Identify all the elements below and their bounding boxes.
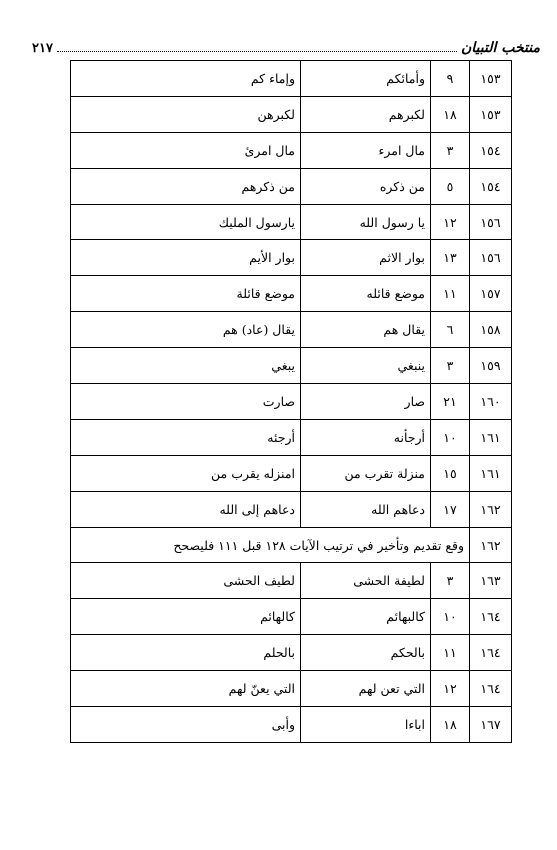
cell-page: ١٥٦ [470,240,512,276]
table-row [71,132,512,168]
cell-correct: وأبى [71,707,301,743]
cell-page: ١٦٢ [470,527,512,563]
cell-line: ١٠ [431,419,470,455]
cell-line: ١٠ [431,599,470,635]
cell-correct: يقال (عاد) هم [71,312,301,348]
cell-page: ١٥٩ [470,348,512,384]
cell-page: ١٥٤ [470,132,512,168]
leader-dots [57,51,457,52]
cell-line: ١٨ [431,707,470,743]
cell-wrong: دعاهم الله [301,491,431,527]
cell-line: ٣ [431,563,470,599]
cell-page: ١٦١ [470,455,512,491]
table-row [71,168,512,204]
cell-wrong: ينبغي [301,348,431,384]
cell-correct: لطيف الحشى [71,563,301,599]
cell-correct: بوار الأيم [71,240,301,276]
cell-correct: دعاهم إلى الله [71,491,301,527]
table-row [71,276,512,312]
cell-wrong: بالحكم [301,635,431,671]
table-row [71,563,512,599]
cell-line: ٣ [431,132,470,168]
cell-correct: يارسول المليك [71,204,301,240]
cell-page: ١٥٨ [470,312,512,348]
cell-correct: مال امرئ [71,132,301,168]
cell-line: ١١ [431,635,470,671]
page-header [32,34,540,56]
cell-wrong: لكبرهم [301,96,431,132]
table-row [71,671,512,707]
table-row [71,707,512,743]
table-row-note [71,527,512,563]
cell-correct: موضع قائلة [71,276,301,312]
cell-correct: كالهائم [71,599,301,635]
errata-table [70,60,512,743]
cell-wrong: اباءا [301,707,431,743]
cell-correct: من ذكرهم [71,168,301,204]
cell-correct: بالحلم [71,635,301,671]
cell-wrong: بوار الاثم [301,240,431,276]
cell-line: ١٥ [431,455,470,491]
cell-line: ١٢ [431,671,470,707]
cell-line: ٦ [431,312,470,348]
cell-page: ١٦٤ [470,671,512,707]
cell-page: ١٥٤ [470,168,512,204]
cell-note: وقع تقديم وتأخير في ترتيب الآيات ١٢٨ قبل ١١١ فليصحح [71,527,470,563]
cell-correct: يبغي [71,348,301,384]
cell-line: ٢١ [431,384,470,420]
cell-correct: أرجئه [71,419,301,455]
cell-page: ١٥٦ [470,204,512,240]
cell-page: ١٥٣ [470,61,512,97]
table-row [71,419,512,455]
cell-line: ١٣ [431,240,470,276]
table-row [71,348,512,384]
cell-correct: صارت [71,384,301,420]
cell-page: ١٦٣ [470,563,512,599]
cell-correct: لكبرهن [71,96,301,132]
cell-line: ١٢ [431,204,470,240]
cell-wrong: أرجأنه [301,419,431,455]
cell-line: ١١ [431,276,470,312]
cell-correct: التي يعنّ لهم [71,671,301,707]
table-row [71,240,512,276]
cell-line: ٥ [431,168,470,204]
cell-wrong: من ذكره [301,168,431,204]
table-row [71,204,512,240]
page-number: ٢١٧ [32,41,53,56]
book-title: منتخب التبيان [461,40,540,56]
cell-page: ١٦٠ [470,384,512,420]
table-row [71,491,512,527]
cell-page: ١٥٣ [470,96,512,132]
table-row [71,61,512,97]
cell-correct: وإماء كم [71,61,301,97]
table-row [71,599,512,635]
cell-line: ١٧ [431,491,470,527]
cell-page: ١٦٤ [470,599,512,635]
table-row [71,455,512,491]
cell-wrong: موضع قائله [301,276,431,312]
cell-wrong: مال امرء [301,132,431,168]
table-row [71,384,512,420]
table-row [71,96,512,132]
cell-wrong: وأمائكم [301,61,431,97]
cell-wrong: لطيفة الحشى [301,563,431,599]
table-row [71,312,512,348]
cell-line: ٩ [431,61,470,97]
cell-page: ١٦٧ [470,707,512,743]
cell-wrong: كالبهائم [301,599,431,635]
cell-wrong: صار [301,384,431,420]
cell-page: ١٦٢ [470,491,512,527]
cell-line: ١٨ [431,96,470,132]
cell-page: ١٥٧ [470,276,512,312]
cell-wrong: منزلة تقرب من [301,455,431,491]
cell-wrong: التي تعن لهم [301,671,431,707]
cell-line: ٣ [431,348,470,384]
cell-wrong: يا رسول الله [301,204,431,240]
cell-page: ١٦١ [470,419,512,455]
cell-wrong: يقال هم [301,312,431,348]
table-row [71,635,512,671]
cell-page: ١٦٤ [470,635,512,671]
cell-correct: امنزله يقرب من [71,455,301,491]
